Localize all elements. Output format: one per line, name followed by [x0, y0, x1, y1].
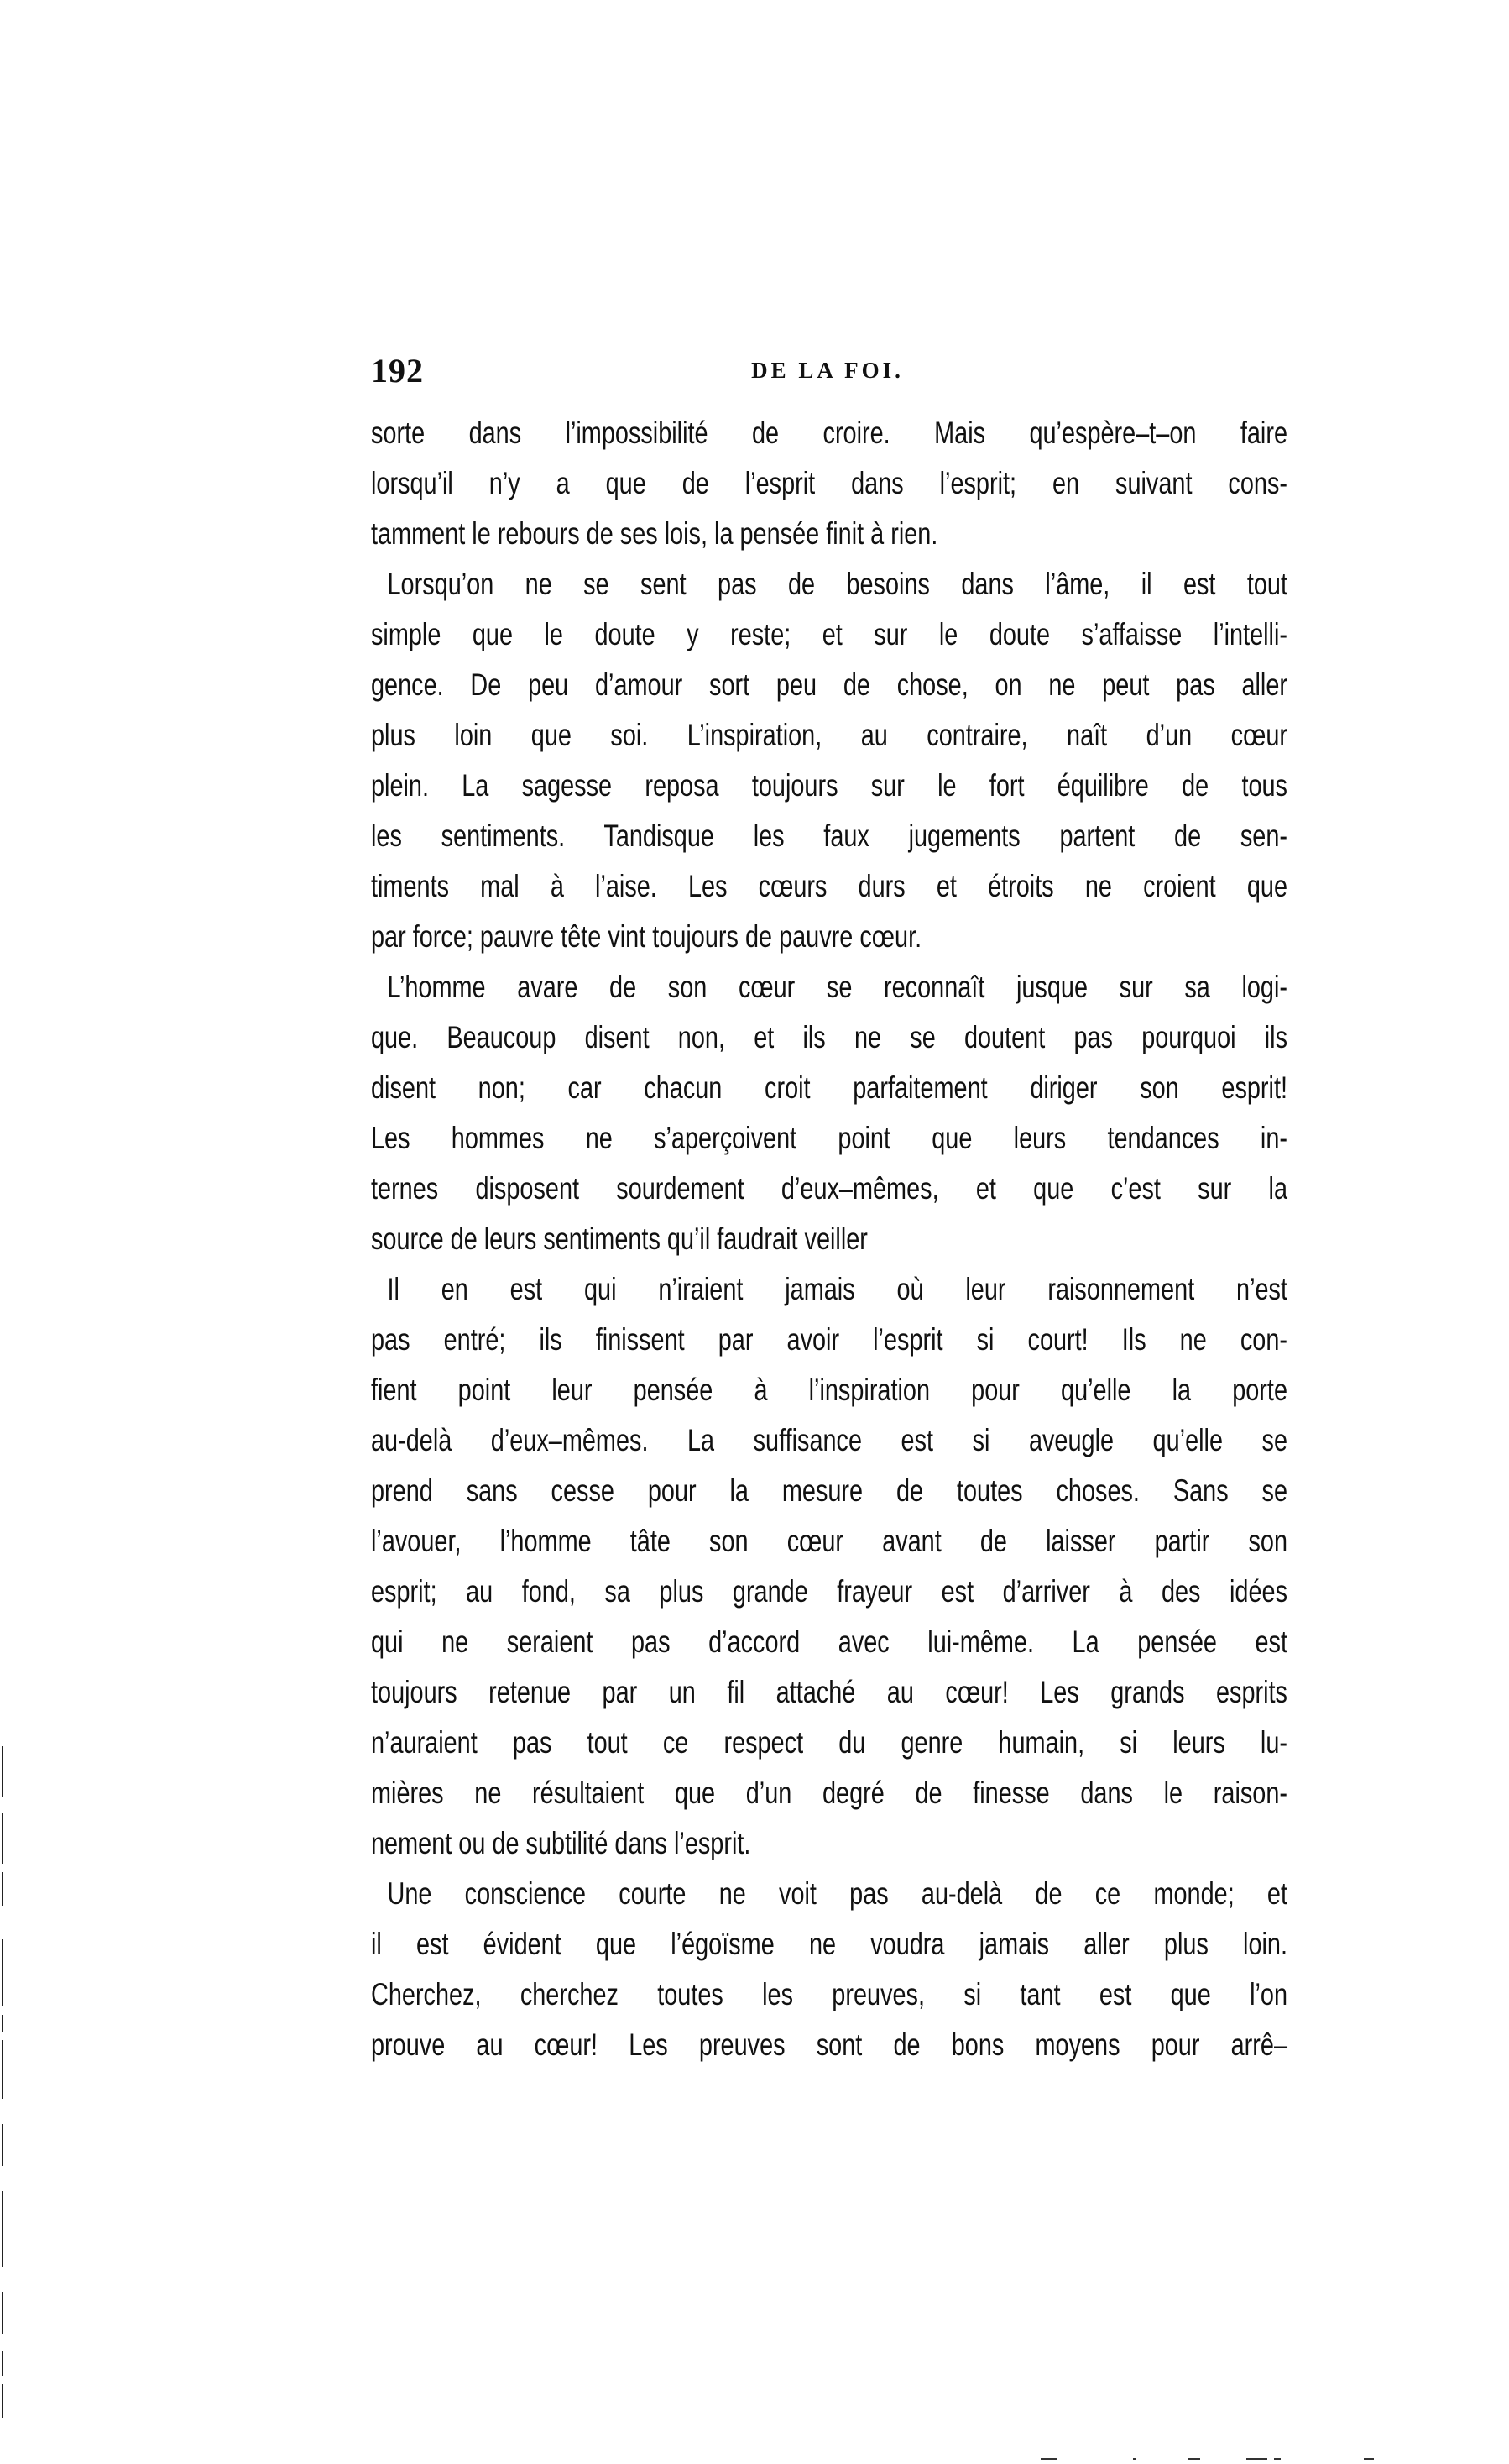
text-line: prouve au cœur! Les preuves sont de bons moyens pour arrê– [371, 2027, 1287, 2062]
text-line: Lorsqu’on ne se sent pas de besoins dans l’âme, il est tout [387, 567, 1287, 601]
text-line: nement ou de subtilité dans l’esprit. [371, 1826, 751, 1860]
text-line: source de leurs sentiments qu’il faudrait veiller [371, 1222, 868, 1256]
scan-footer-artifacts [1007, 2458, 1385, 2461]
text-line: plus loin que soi. L’inspiration, au contraire, naît d’un cœur [371, 718, 1287, 752]
text-line: simple que le doute y reste; et sur le doute s’affaisse l’intelli- [371, 617, 1287, 651]
text-line: Cherchez, cherchez toutes les preuves, si tant est que l’on [371, 1977, 1287, 2011]
text-line: L’homme avare de son cœur se reconnaît jusque sur sa logi- [387, 970, 1287, 1004]
text-line: Une conscience courte ne voit pas au-delà de ce monde; et [387, 1876, 1287, 1911]
text-line: l’avouer, l’homme tâte son cœur avant de laisser partir son [371, 1524, 1287, 1558]
text-line: ternes disposent sourdement d’eux–mêmes, et que c’est sur la [371, 1171, 1287, 1206]
text-line: n’auraient pas tout ce respect du genre humain, si leurs lu- [371, 1725, 1287, 1760]
text-line: timents mal à l’aise. Les cœurs durs et étroits ne croient que [371, 869, 1287, 903]
text-line: toujours retenue par un fil attaché au cœur! Les grands esprits [371, 1675, 1287, 1709]
text-line: esprit; au fond, sa plus grande frayeur est d’arriver à des idées [371, 1574, 1287, 1609]
text-line: disent non; car chacun croit parfaitement diriger son esprit! [371, 1070, 1287, 1105]
text-line: tamment le rebours de ses lois, la pensée finit à rien. [371, 516, 938, 551]
page-number: 192 [371, 352, 424, 390]
text-line: au-delà d’eux–mêmes. La suffisance est si aveugle qu’elle se [371, 1423, 1287, 1457]
text-line: Il en est qui n’iraient jamais où leur raisonnement n’est [387, 1272, 1287, 1306]
text-line: il est évident que l’égoïsme ne voudra jamais aller plus loin. [371, 1927, 1287, 1961]
text-line: pas entré; ils finissent par avoir l’esprit si court! Ils ne con- [371, 1322, 1287, 1357]
text-line: plein. La sagesse reposa toujours sur le fort équilibre de tous [371, 768, 1287, 803]
text-line: fient point leur pensée à l’inspiration pour qu’elle la porte [371, 1373, 1287, 1407]
text-line: les sentiments. Tandisque les faux jugements partent de sen- [371, 819, 1287, 853]
running-title: DE LA FOI. [751, 358, 904, 383]
text-line: prend sans cesse pour la mesure de toutes choses. Sans se [371, 1473, 1287, 1508]
text-line: mières ne résultaient que d’un degré de finesse dans le raison- [371, 1776, 1287, 1810]
text-line: gence. De peu d’amour sort peu de chose, on ne peut pas aller [371, 667, 1287, 702]
text-line: par force; pauvre tête vint toujours de pauvre cœur. [371, 919, 922, 954]
text-line: lorsqu’il n’y a que de l’esprit dans l’esprit; en suivant cons- [371, 466, 1287, 500]
text-line: Les hommes ne s’aperçoivent point que leurs tendances in- [371, 1121, 1287, 1155]
text-line: que. Beaucoup disent non, et ils ne se doutent pas pourquoi ils [371, 1020, 1287, 1054]
running-head [369, 351, 1286, 393]
scan-margin-artifacts [2, 1746, 8, 2418]
body-text [371, 408, 1287, 2070]
text-line: qui ne seraient pas d’accord avec lui-même. La pensée est [371, 1624, 1287, 1659]
text-line: sorte dans l’impossibilité de croire. Mais qu’espère–t–on faire [371, 416, 1287, 450]
